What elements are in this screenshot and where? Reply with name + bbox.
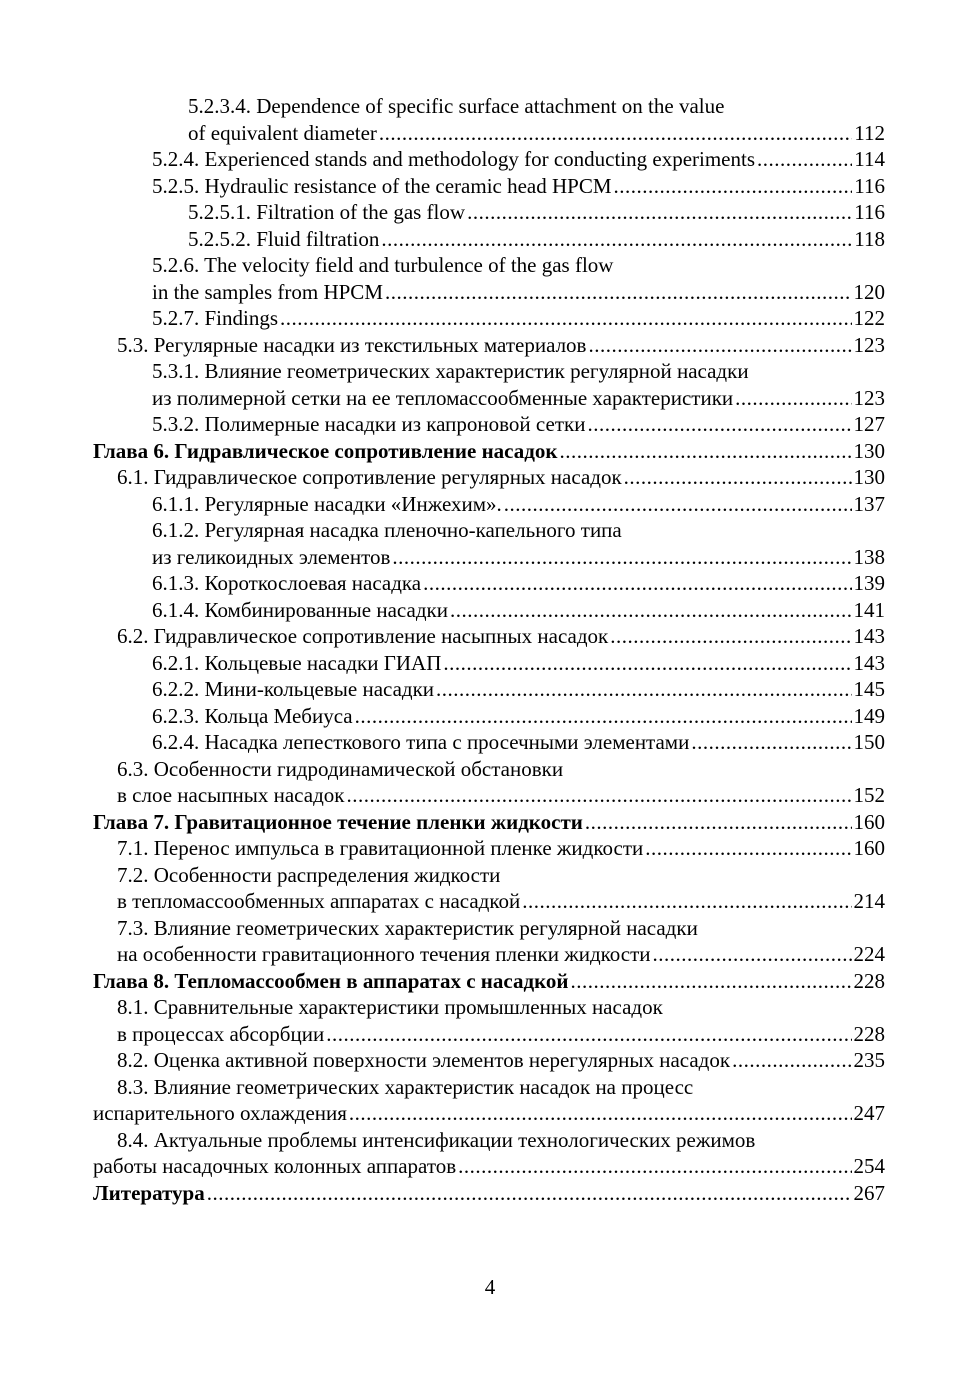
toc-entry xyxy=(0,941,980,968)
dot-leader xyxy=(349,1100,852,1127)
toc-entry xyxy=(0,252,980,279)
toc-entry xyxy=(0,491,980,518)
toc-entry-title: 5.2.5. Hydraulic resistance of the ceramic head HPCM xyxy=(152,173,612,198)
toc-entry xyxy=(0,835,980,862)
toc-entry xyxy=(0,968,980,995)
toc-entry-title: 7.3. Влияние геометрических характеристик регулярной насадки xyxy=(117,915,698,940)
toc-entry-page: 118 xyxy=(854,226,885,251)
toc-entry xyxy=(0,411,980,438)
toc-entry xyxy=(0,120,980,147)
toc-entry xyxy=(0,703,980,730)
toc-entry-title: 6.2.2. Мини-кольцевые насадки xyxy=(152,677,435,701)
dot-leader xyxy=(735,385,851,412)
toc-entry-page: 123 xyxy=(853,332,885,357)
toc-entry xyxy=(0,1047,980,1074)
dot-leader xyxy=(423,570,851,597)
dot-leader xyxy=(392,544,851,571)
toc-entry xyxy=(0,93,980,120)
toc-entry-title: 6.1. Гидравлическое сопротивление регулярных насадок xyxy=(117,465,622,489)
toc-entry xyxy=(0,782,980,809)
toc-entry xyxy=(0,729,980,756)
toc-entry-page: 254 xyxy=(853,1154,885,1178)
dot-leader xyxy=(504,491,852,518)
dot-leader xyxy=(522,888,851,915)
dot-leader xyxy=(653,941,852,968)
dot-leader xyxy=(588,332,851,359)
toc-entry xyxy=(0,915,980,942)
toc-entry-title: на особенности гравитационного течения пленки жидкости xyxy=(117,942,651,966)
toc-entry xyxy=(0,1127,980,1154)
toc-entry-page: 228 xyxy=(853,1021,885,1046)
dot-leader xyxy=(346,782,851,809)
toc-entry-title: из полимерной сетки на ее тепломассообменные характеристики xyxy=(152,385,734,410)
dot-leader xyxy=(326,1021,851,1048)
toc-entry-title: Глава 6. Гидравлическое сопротивление насадок xyxy=(93,438,558,463)
dot-leader xyxy=(624,464,852,491)
toc-entry-title: 6.2.3. Кольца Мебиуса xyxy=(152,703,353,728)
toc-entry-page: 139 xyxy=(853,571,885,595)
toc-entry-page: 116 xyxy=(854,173,885,198)
toc-entry xyxy=(0,385,980,412)
toc-entry-title: 7.1. Перенос импульса в гравитационной пленке жидкости xyxy=(117,836,644,860)
toc-entry-title: 8.3. Влияние геометрических характеристик насадок на процесс xyxy=(117,1074,694,1099)
toc-entry xyxy=(0,544,980,571)
toc-entry xyxy=(0,464,980,491)
dot-leader xyxy=(571,968,852,995)
dot-leader xyxy=(436,676,851,703)
toc-entry-title: 6.2.1. Кольцевые насадки ГИАП xyxy=(152,650,442,675)
toc-entry xyxy=(0,146,980,173)
toc-entry-page: 130 xyxy=(853,465,885,489)
dot-leader xyxy=(381,226,852,253)
toc-entry xyxy=(0,756,980,783)
dot-leader xyxy=(585,809,852,836)
dot-leader xyxy=(280,305,851,332)
toc-entry-title: работы насадочных колонных аппаратов xyxy=(93,1154,457,1178)
dot-leader xyxy=(614,173,853,200)
toc-entry-page: 145 xyxy=(853,677,885,701)
toc-entry-page: 120 xyxy=(853,279,885,304)
toc-entry xyxy=(0,1074,980,1101)
toc-entry-title: 7.2. Особенности распределения жидкости xyxy=(117,862,501,887)
toc-entry xyxy=(0,1021,980,1048)
toc-entry xyxy=(0,199,980,226)
toc-entry-title: 8.4. Актуальные проблемы интенсификации технологических режимов xyxy=(117,1127,756,1152)
toc-entry-page: 114 xyxy=(854,147,885,171)
dot-leader xyxy=(587,411,851,438)
toc-entry xyxy=(0,862,980,889)
toc-entry xyxy=(0,358,980,385)
toc-entry-title: of equivalent diameter xyxy=(188,120,377,145)
dot-leader xyxy=(207,1180,852,1207)
toc-entry-title: 5.2.7. Findings xyxy=(152,306,279,330)
toc-entry-title: 6.1.1. Регулярные насадки «Инжехим». xyxy=(152,491,502,516)
dot-leader xyxy=(757,146,852,173)
dot-leader xyxy=(691,729,851,756)
toc-entry-page: 141 xyxy=(853,597,885,622)
toc-entry-title: из геликоидных элементов xyxy=(152,544,391,569)
dot-leader xyxy=(610,623,851,650)
toc-entry-title: 5.3.2. Полимерные насадки из капроновой сетки xyxy=(152,412,586,436)
toc-entry xyxy=(0,305,980,332)
toc-entry xyxy=(0,226,980,253)
toc-entry xyxy=(0,650,980,677)
toc-entry-page: 214 xyxy=(853,889,885,913)
dot-leader xyxy=(645,835,851,862)
toc-entry-page: 116 xyxy=(854,200,885,224)
toc-entry-title: 5.3.1. Влияние геометрических характеристик регулярной насадки xyxy=(152,359,749,383)
toc-entry-title: 5.2.5.2. Fluid filtration xyxy=(188,226,380,251)
dot-leader xyxy=(458,1153,851,1180)
toc-entry-title: 6.1.2. Регулярная насадка пленочно-капельного типа xyxy=(152,518,622,542)
toc-entry-page: 112 xyxy=(854,120,885,145)
toc-entry-title: 5.2.5.1. Filtration of the gas flow xyxy=(188,200,466,224)
toc-entry-title: Глава 7. Гравитационное течение пленки жидкости xyxy=(93,809,583,834)
toc-entry xyxy=(0,1180,980,1207)
toc-entry-page: 235 xyxy=(853,1048,885,1072)
toc-entry-title: 8.2. Оценка активной поверхности элементов нерегулярных насадок xyxy=(117,1048,731,1072)
toc-entry-page: 122 xyxy=(853,306,885,330)
toc-entry-title: в процессах абсорбции xyxy=(117,1021,325,1046)
toc-entry xyxy=(0,623,980,650)
dot-leader xyxy=(732,1047,851,1074)
toc-entry-title: 5.2.3.4. Dependence of specific surface attachment on the value xyxy=(188,94,725,118)
toc-entry-page: 127 xyxy=(853,412,885,436)
toc-entry-title: 8.1. Сравнительные характеристики промышленных насадок xyxy=(117,995,663,1019)
toc-entry-page: 143 xyxy=(853,624,885,648)
page-number: 4 xyxy=(484,1275,496,1299)
toc-entry-title: Литература xyxy=(93,1180,205,1205)
dot-leader xyxy=(467,199,852,226)
toc-entry-title: в тепломассообменных аппаратах с насадкой xyxy=(117,889,521,913)
dot-leader xyxy=(450,597,852,624)
toc-entry-title: Глава 8. Тепломассообмен в аппаратах с насадкой xyxy=(93,968,569,993)
toc-entry-title: 5.2.6. The velocity field and turbulence of the gas flow xyxy=(152,253,614,277)
dot-leader xyxy=(379,120,852,147)
dot-leader xyxy=(559,438,851,465)
toc-entry-title: 6.1.4. Комбинированные насадки xyxy=(152,597,448,622)
toc-entry-title: в слое насыпных насадок xyxy=(117,783,345,807)
toc-entry-page: 267 xyxy=(853,1180,885,1205)
toc-entry-page: 247 xyxy=(853,1101,885,1125)
toc-entry-title: in the samples from HPCM xyxy=(152,279,383,304)
toc-entry-page: 224 xyxy=(853,942,885,966)
toc-entry-title: 5.2.4. Experienced stands and methodology for conducting experiments xyxy=(152,147,756,171)
toc-entry xyxy=(0,279,980,306)
toc-entry xyxy=(0,1100,980,1127)
toc-entry-page: 149 xyxy=(853,703,885,728)
toc-entry xyxy=(0,888,980,915)
dot-leader xyxy=(443,650,851,677)
toc-entry xyxy=(0,1153,980,1180)
toc-entry-title: 6.2.4. Насадка лепесткового типа с просечными элементами xyxy=(152,730,690,754)
toc-entry-title: 5.3. Регулярные насадки из текстильных материалов xyxy=(117,332,587,357)
toc-entry-page: 160 xyxy=(853,809,885,834)
toc-entry-page: 143 xyxy=(853,650,885,675)
toc-entry-page: 152 xyxy=(853,783,885,807)
table-of-contents xyxy=(0,93,980,1206)
toc-entry-title: испарительного охлаждения xyxy=(93,1101,347,1125)
toc-entry-page: 228 xyxy=(853,968,885,993)
toc-entry xyxy=(0,597,980,624)
toc-entry xyxy=(0,570,980,597)
toc-entry-page: 137 xyxy=(853,491,885,516)
toc-entry-page: 138 xyxy=(853,544,885,569)
toc-entry-page: 123 xyxy=(853,385,885,410)
toc-entry xyxy=(0,173,980,200)
toc-entry-page: 160 xyxy=(853,836,885,860)
toc-entry xyxy=(0,438,980,465)
toc-entry-page: 150 xyxy=(853,730,885,754)
toc-entry-page: 130 xyxy=(853,438,885,463)
dot-leader xyxy=(385,279,852,306)
toc-entry xyxy=(0,809,980,836)
dot-leader xyxy=(355,703,852,730)
toc-entry xyxy=(0,332,980,359)
toc-entry xyxy=(0,994,980,1021)
toc-entry xyxy=(0,676,980,703)
toc-entry-title: 6.3. Особенности гидродинамической обстановки xyxy=(117,756,564,781)
toc-entry xyxy=(0,517,980,544)
toc-entry-title: 6.1.3. Короткослоевая насадка xyxy=(152,571,422,595)
toc-entry-title: 6.2. Гидравлическое сопротивление насыпных насадок xyxy=(117,624,609,648)
